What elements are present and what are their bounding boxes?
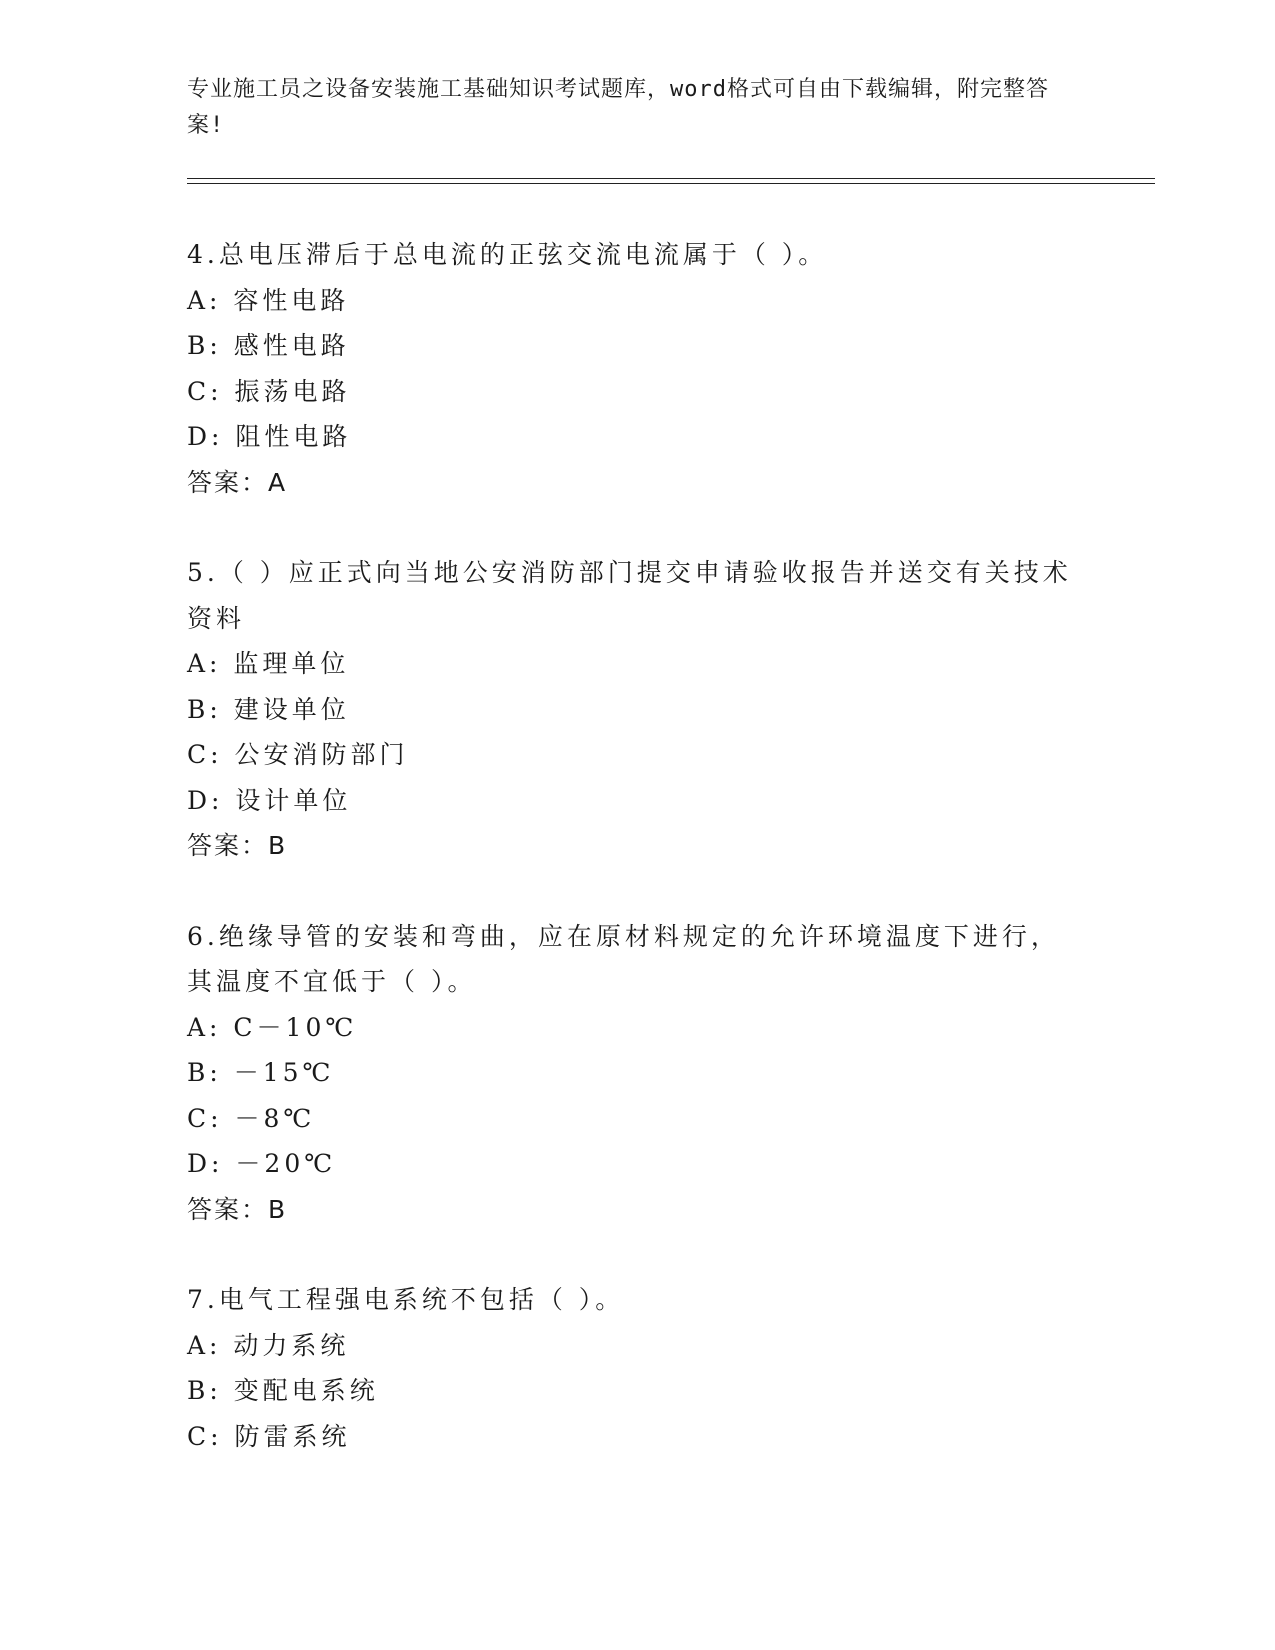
option-a: A: 监理单位 bbox=[187, 649, 350, 678]
answer-line: 答案：B bbox=[187, 831, 288, 860]
option-b: B: 变配电系统 bbox=[187, 1376, 379, 1405]
question-5 bbox=[187, 550, 1087, 869]
option-d: D: 阻性电路 bbox=[187, 422, 352, 451]
question-7 bbox=[187, 1277, 1087, 1459]
option-c: C: 防雷系统 bbox=[187, 1421, 351, 1451]
answer-line: 答案：B bbox=[187, 1194, 288, 1224]
question-stem: 4.总电压滞后于总电流的正弦交流电流属于（ ）。 bbox=[187, 240, 828, 269]
header-divider-top bbox=[187, 178, 1155, 179]
question-stem: 6.绝缘导管的安装和弯曲，应在原材料规定的允许环境温度下进行，其温度不宜低于（ ）。 bbox=[187, 921, 1060, 996]
option-a: A: 容性电路 bbox=[187, 285, 350, 315]
question-list bbox=[187, 232, 1087, 1504]
option-c: C: －8℃ bbox=[187, 1103, 316, 1133]
option-a: A: 动力系统 bbox=[187, 1330, 350, 1360]
option-a: A: C－10℃ bbox=[187, 1012, 358, 1042]
option-c: C: 公安消防部门 bbox=[187, 740, 409, 769]
answer-line: 答案：A bbox=[187, 467, 288, 497]
option-b: B: 感性电路 bbox=[187, 331, 350, 360]
option-b: B: －15℃ bbox=[187, 1058, 335, 1087]
option-d: D: －20℃ bbox=[187, 1149, 337, 1178]
question-4 bbox=[187, 232, 1087, 505]
question-stem: 5.（ ）应正式向当地公安消防部门提交申请验收报告并送交有关技术资料 bbox=[187, 558, 1072, 633]
document-intro: 专业施工员之设备安装施工基础知识考试题库，word格式可自由下载编辑，附完整答案! bbox=[187, 77, 1049, 138]
option-c: C: 振荡电路 bbox=[187, 376, 351, 406]
option-b: B: 建设单位 bbox=[187, 694, 350, 724]
question-6 bbox=[187, 914, 1087, 1233]
question-stem: 7.电气工程强电系统不包括（ ）。 bbox=[187, 1285, 625, 1314]
header-divider-bottom bbox=[187, 183, 1155, 184]
option-d: D: 设计单位 bbox=[187, 785, 352, 815]
